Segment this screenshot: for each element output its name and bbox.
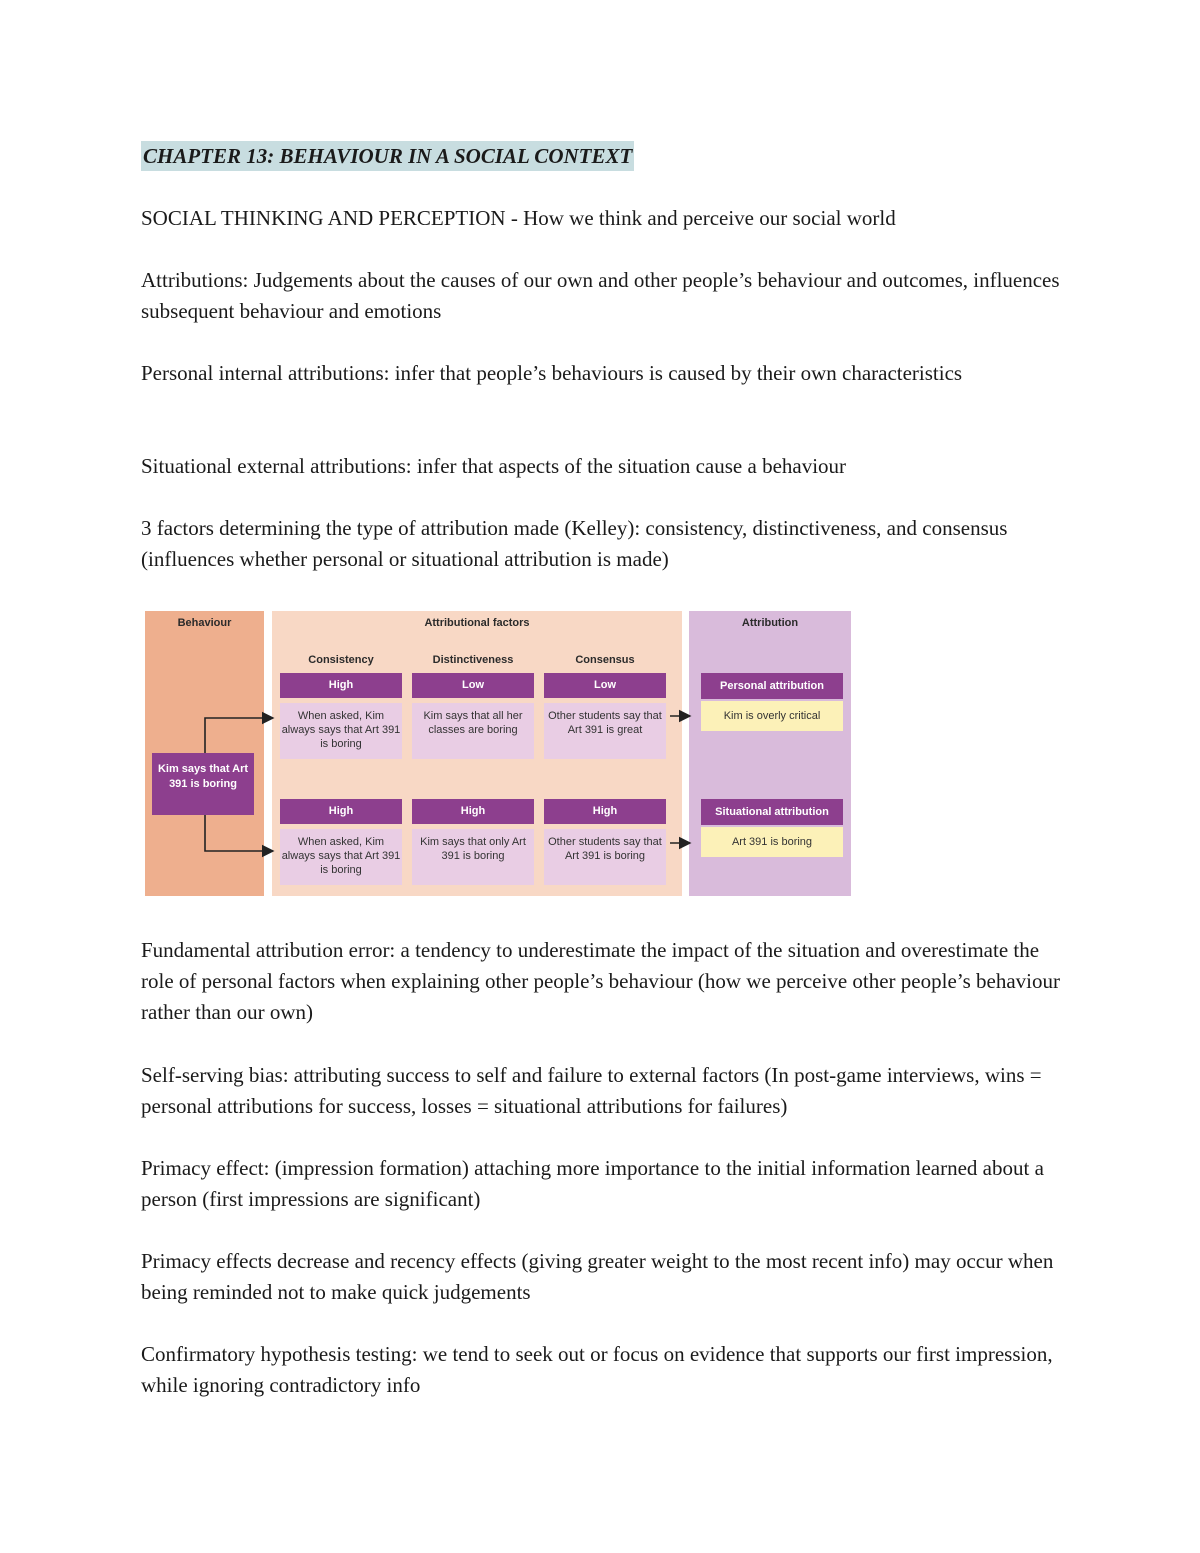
chapter-heading: CHAPTER 13: BEHAVIOUR IN A SOCIAL CONTEXT: [141, 141, 634, 171]
paragraph-attributions: Attributions: Judgements about the causes of our own and other people’s behaviour and outcomes, influences subsequent behaviour and emotions: [141, 268, 1060, 323]
personal-attribution-label: Personal attribution: [701, 673, 843, 699]
level-badge: Low: [544, 673, 666, 698]
behaviour-box: Kim says that Art 391 is boring: [152, 753, 254, 815]
paragraph-self-serving-bias: Self-serving bias: attributing success to self and failure to external factors (In post-game interviews, wins = personal attributions for success, losses = situational attributions for failures): [141, 1063, 1042, 1118]
paragraph-primacy-effect: Primacy effect: (impression formation) attaching more importance to the initial information learned about a person (first impressions are significant): [141, 1156, 1044, 1211]
factor-cell: When asked, Kim always says that Art 391 is boring: [280, 703, 402, 759]
connector-arrow-bottom: [205, 815, 273, 851]
factor-cell: Other students say that Art 391 is boring: [544, 829, 666, 885]
behaviour-header: Behaviour: [177, 617, 232, 629]
factor-cell: Other students say that Art 391 is great: [544, 703, 666, 759]
paragraph-social-thinking: SOCIAL THINKING AND PERCEPTION - How we think and perceive our social world: [141, 206, 896, 230]
level-badge: High: [280, 673, 402, 698]
factor-consistency: Consistency: [308, 654, 374, 666]
diagram-connectors: [145, 611, 851, 896]
paragraph-personal-attributions: Personal internal attributions: infer that people’s behaviours is caused by their own characteristics: [141, 361, 963, 385]
level-badge: Low: [412, 673, 534, 698]
paragraph-fundamental-error: Fundamental attribution error: a tendency to underestimate the impact of the situation and overestimate the role of personal factors when explaining other people’s behaviour (how we perceive other people’s behaviour rather than our own): [141, 938, 1061, 1024]
situational-attribution-label: Situational attribution: [701, 799, 843, 825]
connector-arrow-top: [205, 718, 273, 753]
paragraph-kelley-factors: 3 factors determining the type of attribution made (Kelley): consistency, distinctiveness, and consensus (influences whether personal or situational attribution is made): [141, 516, 1008, 571]
factor-distinctiveness: Distinctiveness: [432, 654, 514, 666]
level-badge: High: [544, 799, 666, 824]
personal-attribution-text: Kim is overly critical: [701, 701, 843, 731]
level-badge: High: [280, 799, 402, 824]
paragraph-recency-effect: Primacy effects decrease and recency effects (giving greater weight to the most recent info) may occur when being reminded not to make quick judgements: [141, 1249, 1054, 1304]
level-badge: High: [412, 799, 534, 824]
paragraph-situational-attributions: Situational external attributions: infer that aspects of the situation cause a behaviour: [141, 454, 847, 478]
factor-cell: When asked, Kim always says that Art 391 is boring: [280, 829, 402, 885]
factor-cell: Kim says that all her classes are boring: [412, 703, 534, 759]
attribution-diagram: [145, 611, 851, 896]
factors-header: Attributional factors: [424, 617, 530, 629]
factor-cell: Kim says that only Art 391 is boring: [412, 829, 534, 885]
situational-attribution-text: Art 391 is boring: [701, 827, 843, 857]
factor-consensus: Consensus: [575, 654, 635, 666]
attribution-header: Attribution: [741, 617, 799, 629]
paragraph-confirmatory-testing: Confirmatory hypothesis testing: we tend to seek out or focus on evidence that supports our first impression, while ignoring contradictory info: [141, 1342, 1053, 1397]
